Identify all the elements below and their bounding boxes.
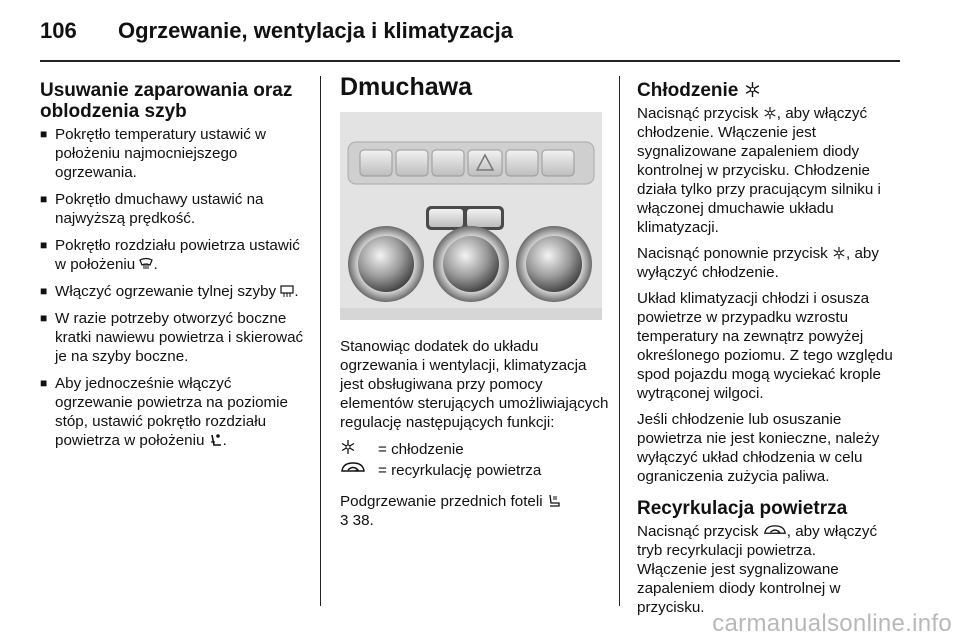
- rear-window-heat-icon: [280, 284, 294, 298]
- header-divider: [40, 60, 900, 62]
- seat-heat-icon: [547, 494, 561, 508]
- list-item: ■ Pokrętło temperatury ustawić w położeniu najmocniejszego ogrzewania.: [40, 125, 312, 182]
- snowflake-icon: [832, 246, 846, 260]
- list-item: ■ W razie potrzeby otworzyć boczne kratki nawiewu powietrza i skierować je na szyby boczne.: [40, 309, 312, 366]
- page-header: [40, 18, 513, 44]
- seat-heating-text: Podgrzewanie przednich foteli: [340, 492, 610, 511]
- list-item: ■ Aby jednocześnie włączyć ogrzewanie powietrza na poziomie stóp, ustawić pokrętło rozdziału powietrza w położeniu .: [40, 374, 312, 450]
- left-column: [40, 80, 312, 458]
- column-divider-left: [320, 76, 321, 606]
- blower-heading: Dmuchawa: [340, 73, 472, 101]
- middle-column: [340, 73, 610, 101]
- page-number: 106: [40, 18, 77, 43]
- recirculation-heading: Recyrkulacja powietrza: [637, 498, 848, 519]
- page-title: Ogrzewanie, wentylacja i klimatyzacja: [118, 18, 513, 43]
- defrost-steps: [40, 125, 312, 450]
- defrost-heading: Usuwanie zaparowania oraz oblodzenia szyb: [40, 80, 293, 122]
- column-divider-right: [619, 76, 620, 606]
- climate-panel-illustration: [340, 112, 602, 320]
- legend-recirculation: = recyrkulację powietrza: [340, 461, 610, 480]
- page-reference: 3 38.: [340, 512, 374, 529]
- legend-cooling: = chłodzenie: [340, 439, 610, 460]
- recirculation-paragraph-2: Włączenie jest sygnalizowane zapaleniem diody kontrolnej w przycisku.: [637, 561, 841, 616]
- watermark: carmanualsonline.info: [712, 610, 952, 637]
- cooling-paragraph-2: Nacisnąć ponownie przycisk , aby wyłączyć chłodzenie.: [637, 245, 879, 281]
- ac-intro: Stanowiąc dodatek do układu ogrzewania i wentylacji, klimatyzacja jest obsługiwana przy pomocy elementów sterujących umożliwiających regulację następujących funkcji:: [340, 338, 609, 431]
- climate-control-photo: [340, 112, 602, 320]
- right-column: [637, 80, 905, 624]
- middle-text: [340, 337, 610, 530]
- cooling-heading: Chłodzenie: [637, 80, 905, 101]
- cooling-paragraph-3: Układ klimatyzacji chłodzi i osusza powietrze w przypadku wzrostu temperatury na zewnątrz powyżej określonego poziomu. Z tego względu spod pojazdu mogą wyciekać krople wytrąconej wilgoci.: [637, 290, 893, 402]
- recirculation-icon: [763, 524, 787, 537]
- feet-windshield-icon: [209, 433, 223, 447]
- snowflake-icon: [763, 106, 777, 120]
- snowflake-icon: [340, 439, 356, 455]
- snowflake-icon: [744, 81, 761, 98]
- recirculation-paragraph-1: Nacisnąć przycisk , aby włączyć tryb recyrkulacji powietrza.: [637, 523, 878, 559]
- recirculation-icon: [340, 461, 366, 475]
- list-item: ■ Pokrętło dmuchawy ustawić na najwyższą prędkość.: [40, 190, 312, 228]
- cooling-paragraph-4: Jeśli chłodzenie lub osuszanie powietrza nie jest konieczne, należy wyłączyć układ chłodzenia w celu ograniczenia zużycia paliwa.: [637, 411, 880, 485]
- cooling-paragraph-1: Nacisnąć przycisk , aby włączyć chłodzenie. Włączenie jest sygnalizowane zapaleniem diody kontrolnej w przycisku. Chłodzenie działa tylko przy pracującym silniku i włączonej dmuchawie układu klimatyzacji.: [637, 105, 881, 236]
- list-item: ■ Włączyć ogrzewanie tylnej szyby .: [40, 282, 312, 301]
- windshield-defrost-icon: [139, 257, 153, 271]
- list-item: ■ Pokrętło rozdziału powietrza ustawić w położeniu .: [40, 236, 312, 274]
